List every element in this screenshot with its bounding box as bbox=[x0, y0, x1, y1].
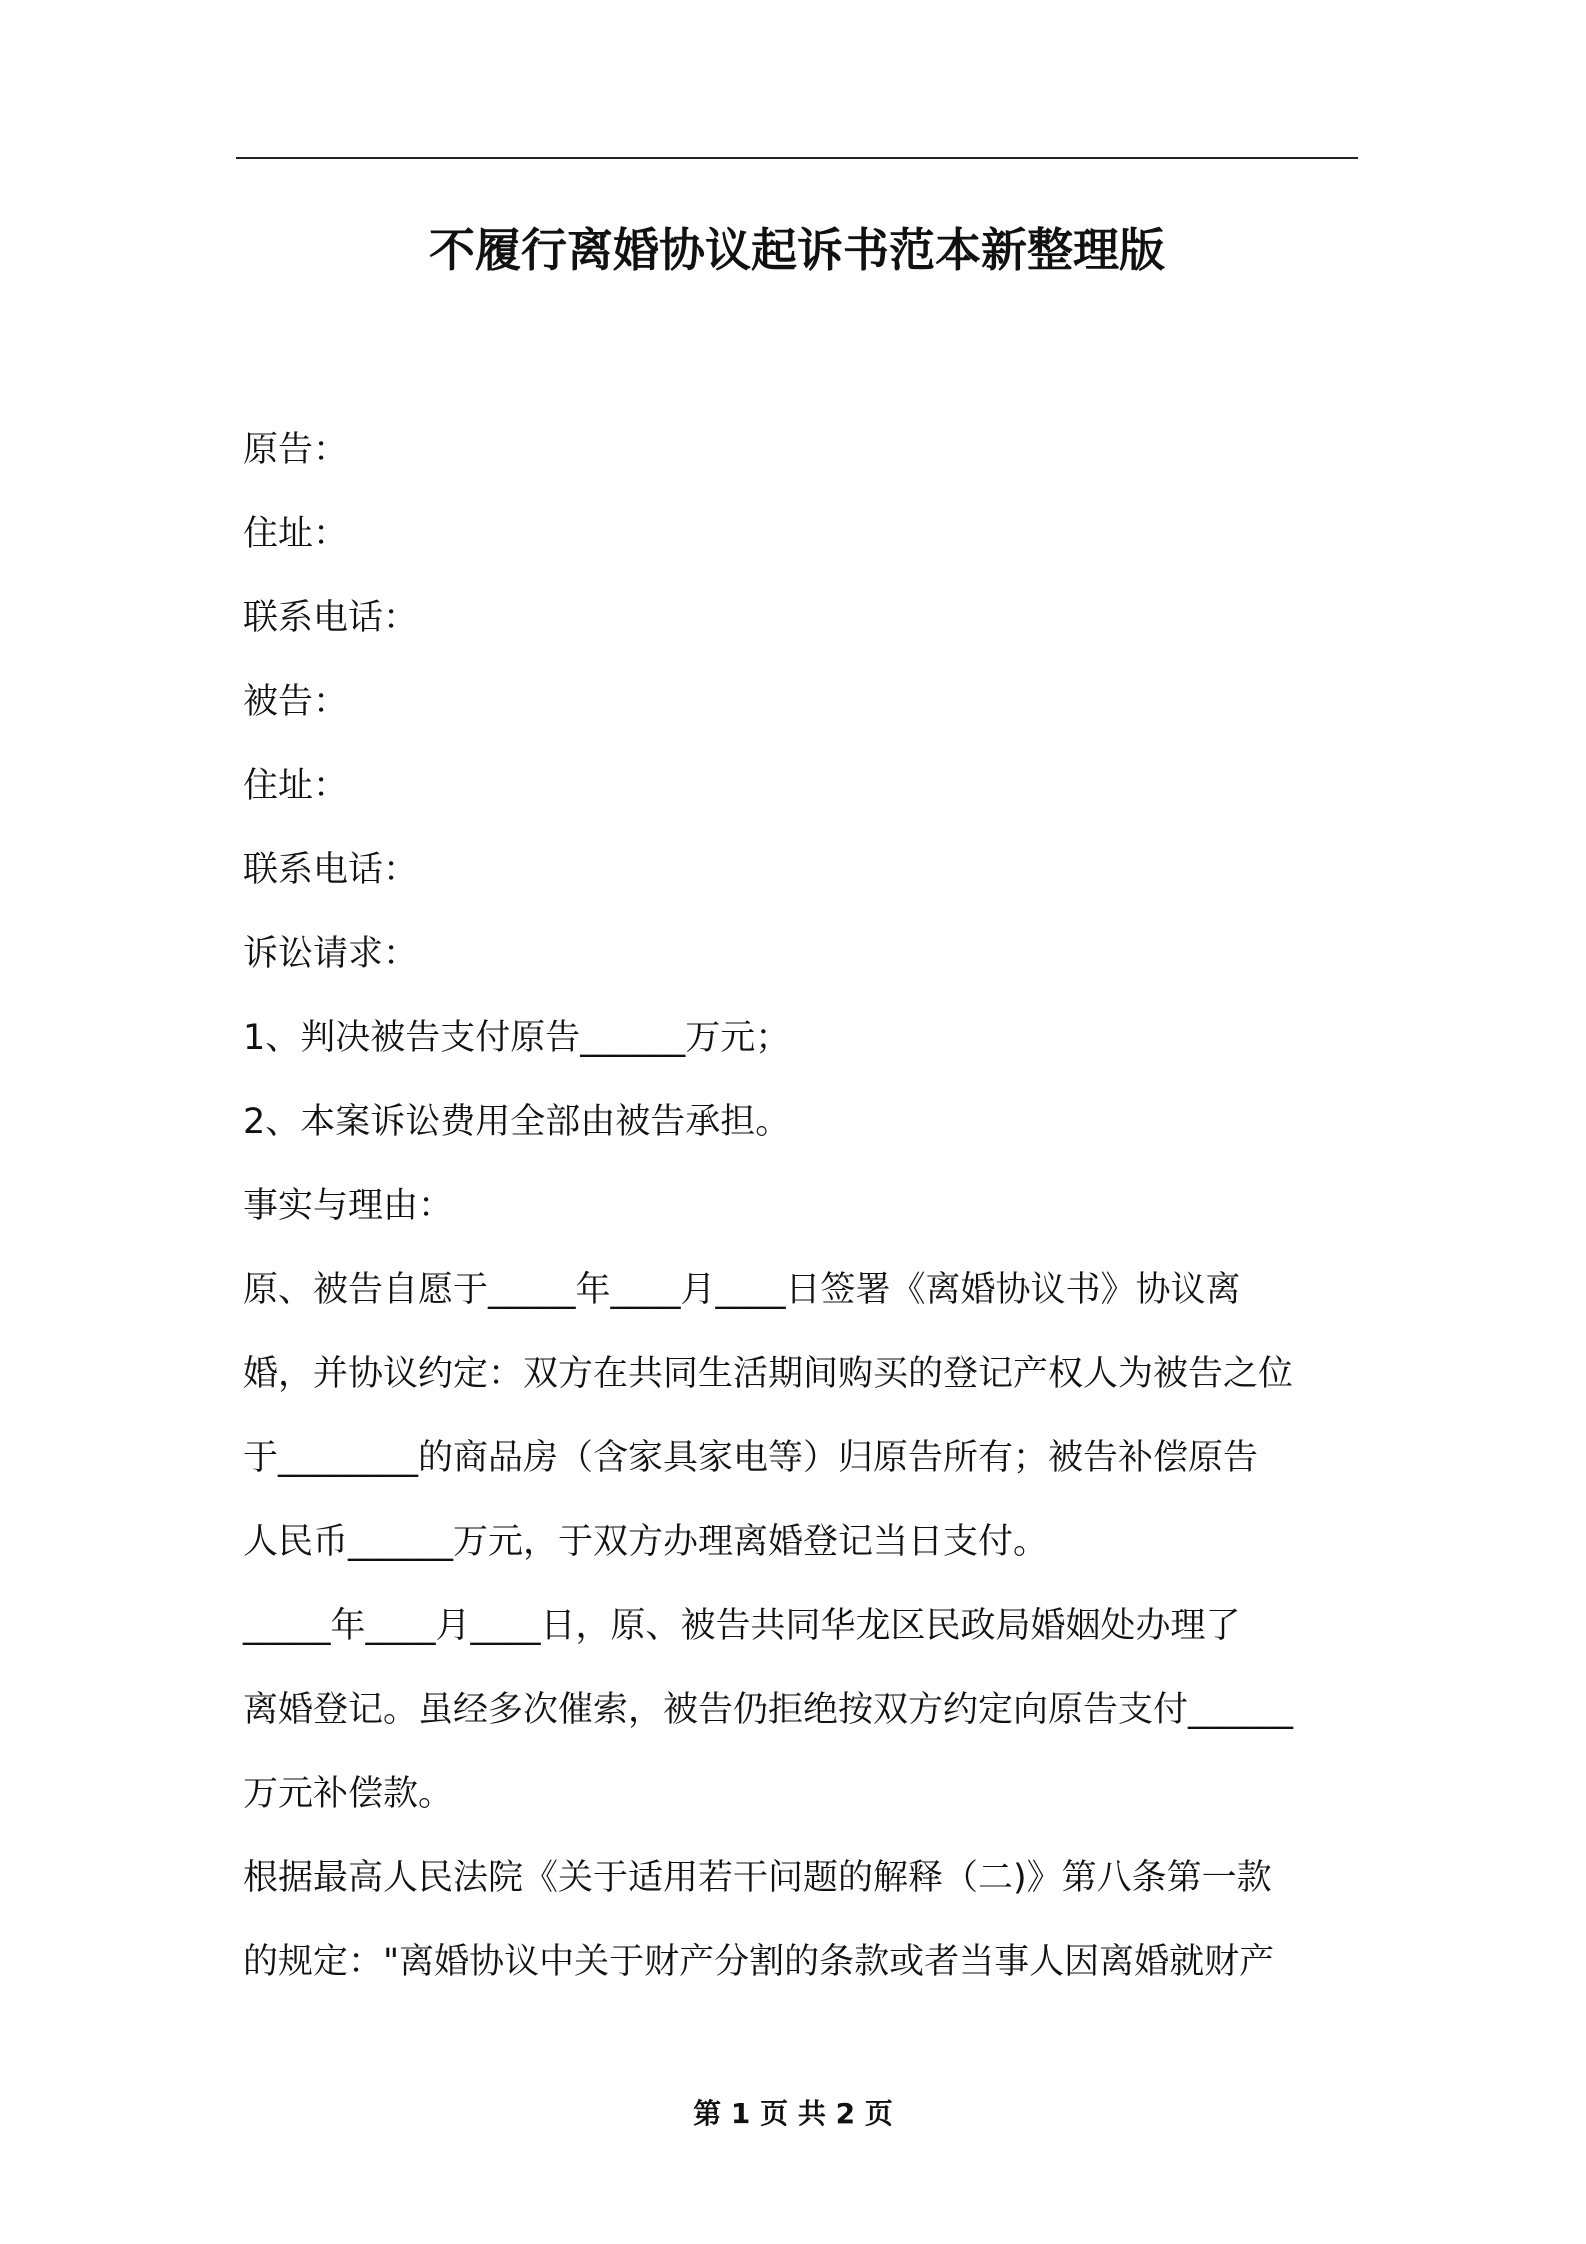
paragraph-line: 离婚登记。虽经多次催索，被告仍拒绝按双方约定向原告支付______ bbox=[243, 1690, 1294, 1730]
facts-heading: 事实与理由： bbox=[243, 1186, 454, 1226]
defendant-phone-label: 联系电话： bbox=[243, 850, 419, 890]
paragraph-line: _____年____月____日，原、被告共同华龙区民政局婚姻处办理了 bbox=[243, 1606, 1241, 1646]
paragraph-line: 万元补偿款。 bbox=[243, 1774, 454, 1814]
plaintiff-address-label: 住址： bbox=[243, 514, 349, 554]
claim-item: 2、本案诉讼费用全部由被告承担。 bbox=[243, 1102, 791, 1142]
paragraph-line: 人民币______万元，于双方办理离婚登记当日支付。 bbox=[243, 1522, 1049, 1562]
paragraph-line: 的规定："离婚协议中关于财产分割的条款或者当事人因离婚就财产 bbox=[243, 1942, 1275, 1982]
document-title: 不履行离婚协议起诉书范本新整理版 bbox=[429, 223, 1165, 277]
plaintiff-phone-label: 联系电话： bbox=[243, 598, 419, 638]
paragraph-line: 于________的商品房（含家具家电等）归原告所有；被告补偿原告 bbox=[243, 1438, 1259, 1478]
defendant-label: 被告： bbox=[243, 682, 349, 722]
paragraph-line: 原、被告自愿于_____年____月____日签署《离婚协议书》协议离 bbox=[243, 1270, 1241, 1310]
page-number: 第 1 页 共 2 页 bbox=[693, 2097, 893, 2130]
claims-heading: 诉讼请求： bbox=[243, 934, 419, 974]
plaintiff-label: 原告： bbox=[243, 430, 349, 470]
defendant-address-label: 住址： bbox=[243, 766, 349, 806]
document-body bbox=[243, 408, 1358, 2004]
header-rule bbox=[236, 157, 1358, 159]
paragraph-line: 婚，并协议约定：双方在共同生活期间购买的登记产权人为被告之位 bbox=[243, 1354, 1294, 1394]
claim-item: 1、判决被告支付原告______万元； bbox=[243, 1018, 791, 1058]
paragraph-line: 根据最高人民法院《关于适用若干问题的解释（二)》第八条第一款 bbox=[243, 1858, 1272, 1898]
